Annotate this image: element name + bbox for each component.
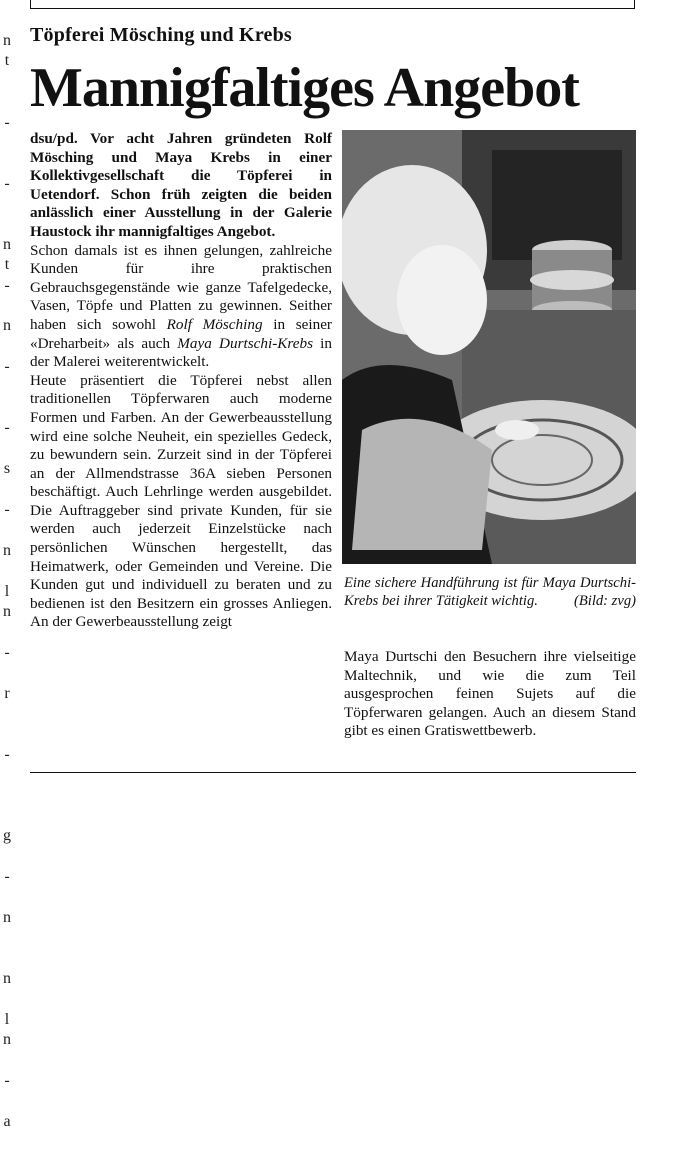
gutter-fragment: [0, 805, 14, 825]
adjacent-column-fragments: [0, 30, 14, 1172]
article-headline: Mannigfaltiges Angebot: [30, 57, 579, 119]
article-paragraph-3: Maya Durtschi den Besuchern ihre vielseitige Maltechnik, und wie die zum Teil ausgesprochen feinen Sujets auf die Töpferwaren gelangen. Auch an diesem Stand gibt es einen Gratiswettbewerb.: [344, 648, 636, 740]
gutter-fragment: [0, 560, 14, 580]
gutter-fragment: [0, 703, 14, 723]
gutter-fragment: [0, 1151, 14, 1171]
name-rolf: Rolf Mösching: [166, 315, 263, 333]
gutter-fragment: n: [3, 1031, 11, 1049]
gutter-fragment: [0, 1090, 14, 1110]
gutter-fragment: [0, 1131, 14, 1151]
gutter-fragment: [0, 519, 14, 539]
gutter-fragment: [0, 764, 14, 784]
gutter-fragment: [0, 948, 14, 968]
article-kicker: Töpferei Mösching und Krebs: [30, 24, 292, 46]
gutter-fragment: -: [4, 113, 10, 131]
gutter-fragment: [0, 846, 14, 866]
gutter-fragment: l: [4, 582, 10, 600]
right-column: [344, 648, 636, 741]
paragraph-1-text-a: Schon damals ist es ihnen gelungen, zahlreiche Kunden für ihre praktischen Gebrauchsgegenstände wie ganze Tafelgedecke, Vasen, Töpfe und Platten zu gewinnen. Seither haben sich sowohl: [30, 241, 332, 333]
name-maya: Maya Durtschi-Krebs: [177, 334, 313, 352]
gutter-fragment: [0, 214, 14, 234]
gutter-fragment: n: [3, 969, 11, 987]
photo-caption: [344, 574, 636, 610]
gutter-fragment: [0, 479, 14, 499]
bottom-rule: [30, 772, 636, 773]
gutter-fragment: g: [3, 827, 11, 845]
gutter-fragment: n: [3, 235, 11, 253]
paragraph-1-text-c: in der Malerei weiterentwickelt.: [30, 334, 332, 371]
gutter-fragment: -: [4, 868, 10, 886]
gutter-fragment: -: [4, 1071, 10, 1089]
gutter-fragment: [0, 723, 14, 743]
gutter-fragment: a: [3, 1112, 11, 1130]
gutter-fragment: [0, 336, 14, 356]
gutter-fragment: [0, 397, 14, 417]
gutter-fragment: [0, 927, 14, 947]
gutter-fragment: -: [4, 500, 10, 518]
gutter-fragment: -: [4, 643, 10, 661]
photo-credit: (Bild: zvg): [573, 593, 636, 609]
gutter-fragment: [0, 91, 14, 111]
gutter-fragment: [0, 1050, 14, 1070]
gutter-fragment: [0, 377, 14, 397]
gutter-fragment: n: [3, 602, 11, 620]
gutter-fragment: -: [4, 174, 10, 192]
top-frame-rule: [30, 0, 635, 9]
gutter-fragment: t: [4, 52, 10, 70]
gutter-fragment: [0, 295, 14, 315]
gutter-fragment: n: [3, 908, 11, 926]
gutter-fragment: [0, 152, 14, 172]
gutter-fragment: -: [4, 276, 10, 294]
gutter-fragment: r: [4, 684, 10, 702]
gutter-fragment: n: [3, 317, 11, 335]
caption-text: Eine sichere Handführung ist für Maya Durtschi-Krebs bei ihrer Tätigkeit wichtig.: [344, 575, 636, 609]
gutter-fragment: [0, 132, 14, 152]
gutter-fragment: [0, 784, 14, 804]
gutter-fragment: [0, 988, 14, 1008]
potter-photo: [342, 130, 636, 564]
gutter-fragment: [0, 662, 14, 682]
article-lead: dsu/pd. Vor acht Jahren gründeten Rolf Mösching und Maya Krebs in einer Kollektivgesellschaft die Töpferei in Uetendorf. Schon früh zeigten die beiden anlässlich einer Ausstellung in der Galerie Haustock ihr mannigfaltiges Angebot.: [30, 130, 332, 240]
left-column: [30, 130, 332, 632]
gutter-fragment: [0, 886, 14, 906]
paragraph-1-text-b: in seiner «Dreharbeit» als auch: [30, 315, 332, 352]
gutter-fragment: t: [4, 256, 10, 274]
article-paragraph-2: Heute präsentiert die Töpferei nebst allen traditionellen Töpferwaren auch moderne Formen und Farben. An der Gewerbeausstellung wird eine solche Neuheit, ein spezielles Gedeck, zu bewundern sein. Zurzeit sind in der Töpferei an der Allmendstrasse 36A sieben Personen beschäftigt. Auch Lehrlinge werden ausgebildet. Die Auftraggeber sind private Kunden, für sie werden auch jederzeit Einzelstücke nach persönlichen Wünschen hergestellt, das Heimatwerk, oder Gemeinden und Vereine. Die Kunden gut und individuell zu beraten und zu bedienen ist den Besitzern ein grosses Anliegen. An der Gewerbeausstellung zeigt: [30, 371, 332, 631]
gutter-fragment: s: [3, 460, 11, 478]
gutter-fragment: [0, 438, 14, 458]
gutter-fragment: [0, 193, 14, 213]
gutter-fragment: -: [4, 358, 10, 376]
gutter-fragment: -: [4, 419, 10, 437]
gutter-fragment: n: [3, 541, 11, 559]
gutter-fragment: [0, 621, 14, 641]
photo-illustration: [342, 130, 636, 564]
gutter-fragment: n: [3, 32, 11, 49]
gutter-fragment: -: [4, 745, 10, 763]
gutter-fragment: l: [4, 1010, 10, 1028]
gutter-fragment: [0, 71, 14, 91]
article-paragraph-1: [30, 242, 332, 372]
